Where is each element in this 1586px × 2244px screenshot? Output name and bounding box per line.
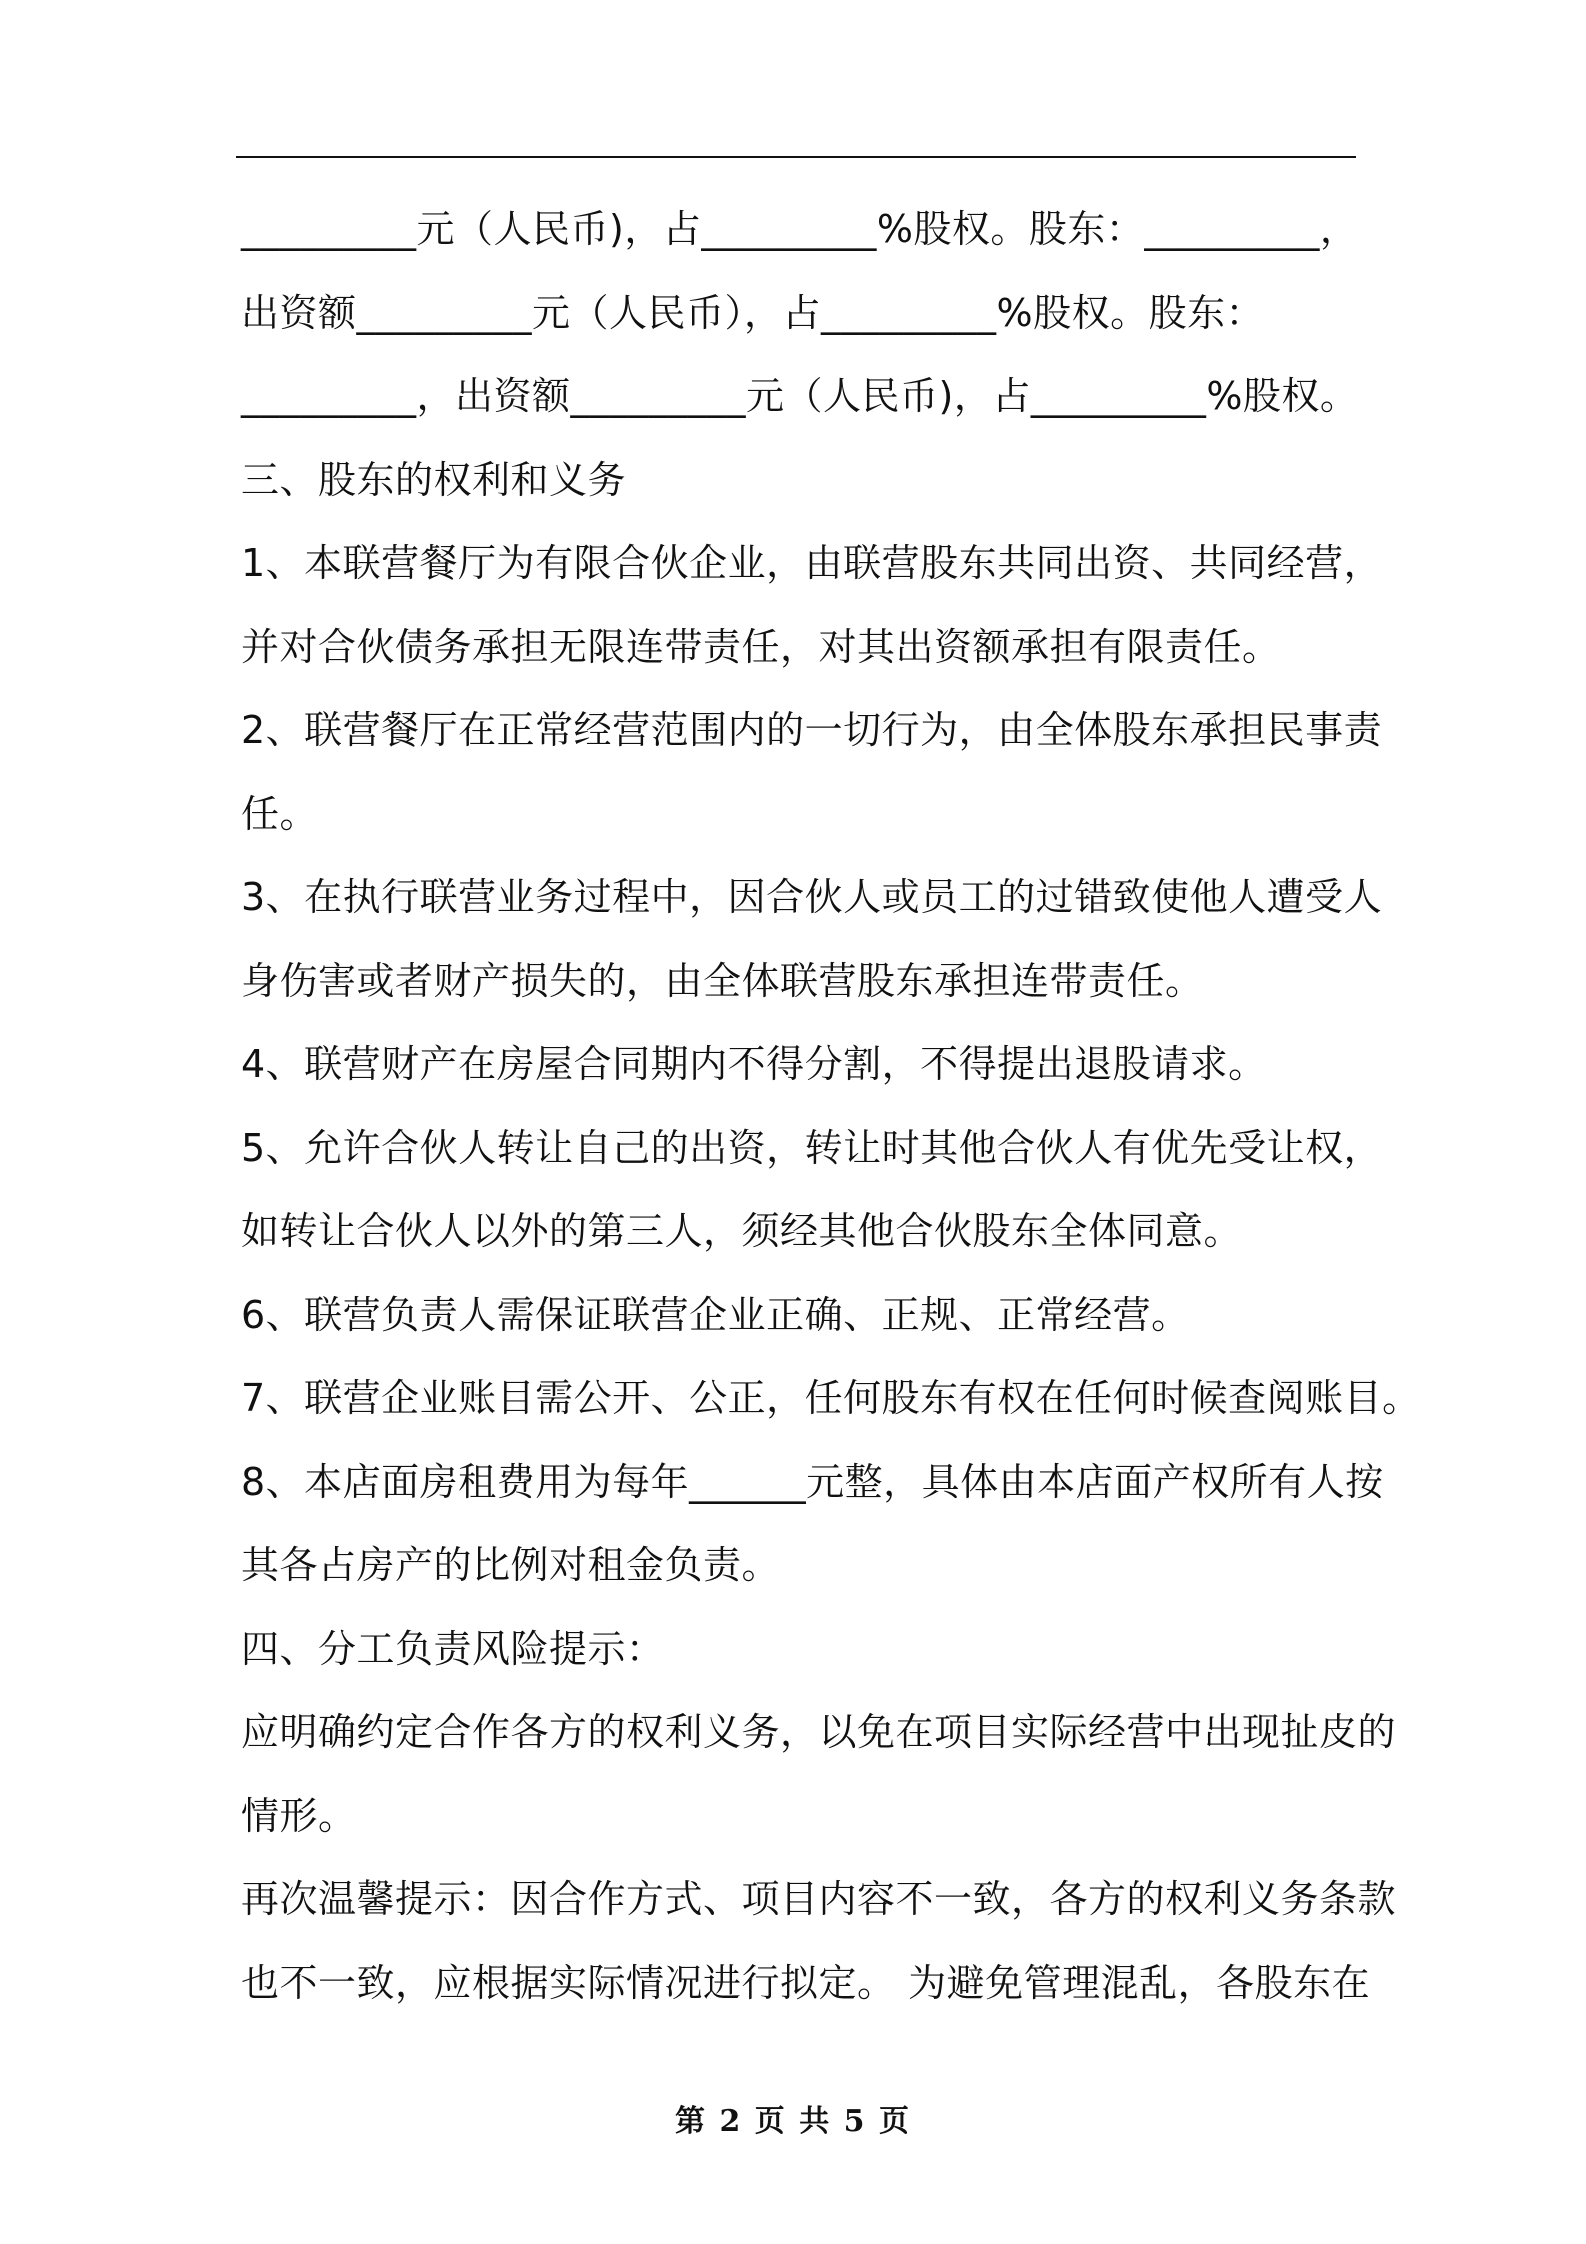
text-line: 身伤害或者财产损失的，由全体联营股东承担连带责任。 (241, 958, 1204, 1003)
text-line: 情形。 (241, 1793, 357, 1838)
header-rule (236, 156, 1356, 158)
text-line: 出资额_________元（人民币），占_________%股权。股东： (241, 290, 1265, 335)
text-line: 再次温馨提示：因合作方式、项目内容不一致，各方的权利义务条款 (241, 1877, 1397, 1921)
text-line: 3、在执行联营业务过程中，因合伙人或员工的过错致使他人遭受人 (241, 875, 1383, 919)
text-line: 如转让合伙人以外的第三人，须经其他合伙股东全体同意。 (241, 1209, 1243, 1253)
text-line: 并对合伙债务承担无限连带责任，对其出资额承担有限责任。 (241, 624, 1281, 669)
text-line: 6、联营负责人需保证联营企业正确、正规、正常经营。 (241, 1292, 1190, 1337)
text-line: _________元（人民币)，占_________%股权。股东：_________， (241, 207, 1359, 251)
page-number-footer: 第 2 页 共 5 页 (675, 2104, 911, 2139)
text-line: _________，出资额_________元（人民币)，占_________%股权。 (241, 374, 1359, 418)
text-line: 4、联营财产在房屋合同期内不得分割，不得提出退股请求。 (241, 1042, 1267, 1086)
text-line: 7、联营企业账目需公开、公正，任何股东有权在任何时候查阅账目。 (241, 1376, 1421, 1420)
text-line: 1、本联营餐厅为有限合伙企业，由联营股东共同出资、共同经营， (241, 541, 1383, 585)
text-line: 5、允许合伙人转让自己的出资，转让时其他合伙人有优先受让权， (241, 1125, 1383, 1170)
section-heading: 三、股东的权利和义务 (241, 457, 627, 502)
document-body (241, 188, 1421, 2025)
text-line: 应明确约定合作各方的权利义务，以免在项目实际经营中出现扯皮的 (241, 1710, 1397, 1754)
section-heading: 四、分工负责风险提示： (241, 1626, 665, 1671)
text-line: 也不一致，应根据实际情况进行拟定。 为避免管理混乱，各股东在 (241, 1960, 1371, 2005)
text-line: 2、联营餐厅在正常经营范围内的一切行为，由全体股东承担民事责 (241, 708, 1383, 752)
text-line: 任。 (241, 791, 319, 836)
text-line: 8、本店面房租费用为每年______元整，具体由本店面产权所有人按 (241, 1459, 1384, 1504)
text-line: 其各占房产的比例对租金负责。 (241, 1543, 781, 1587)
